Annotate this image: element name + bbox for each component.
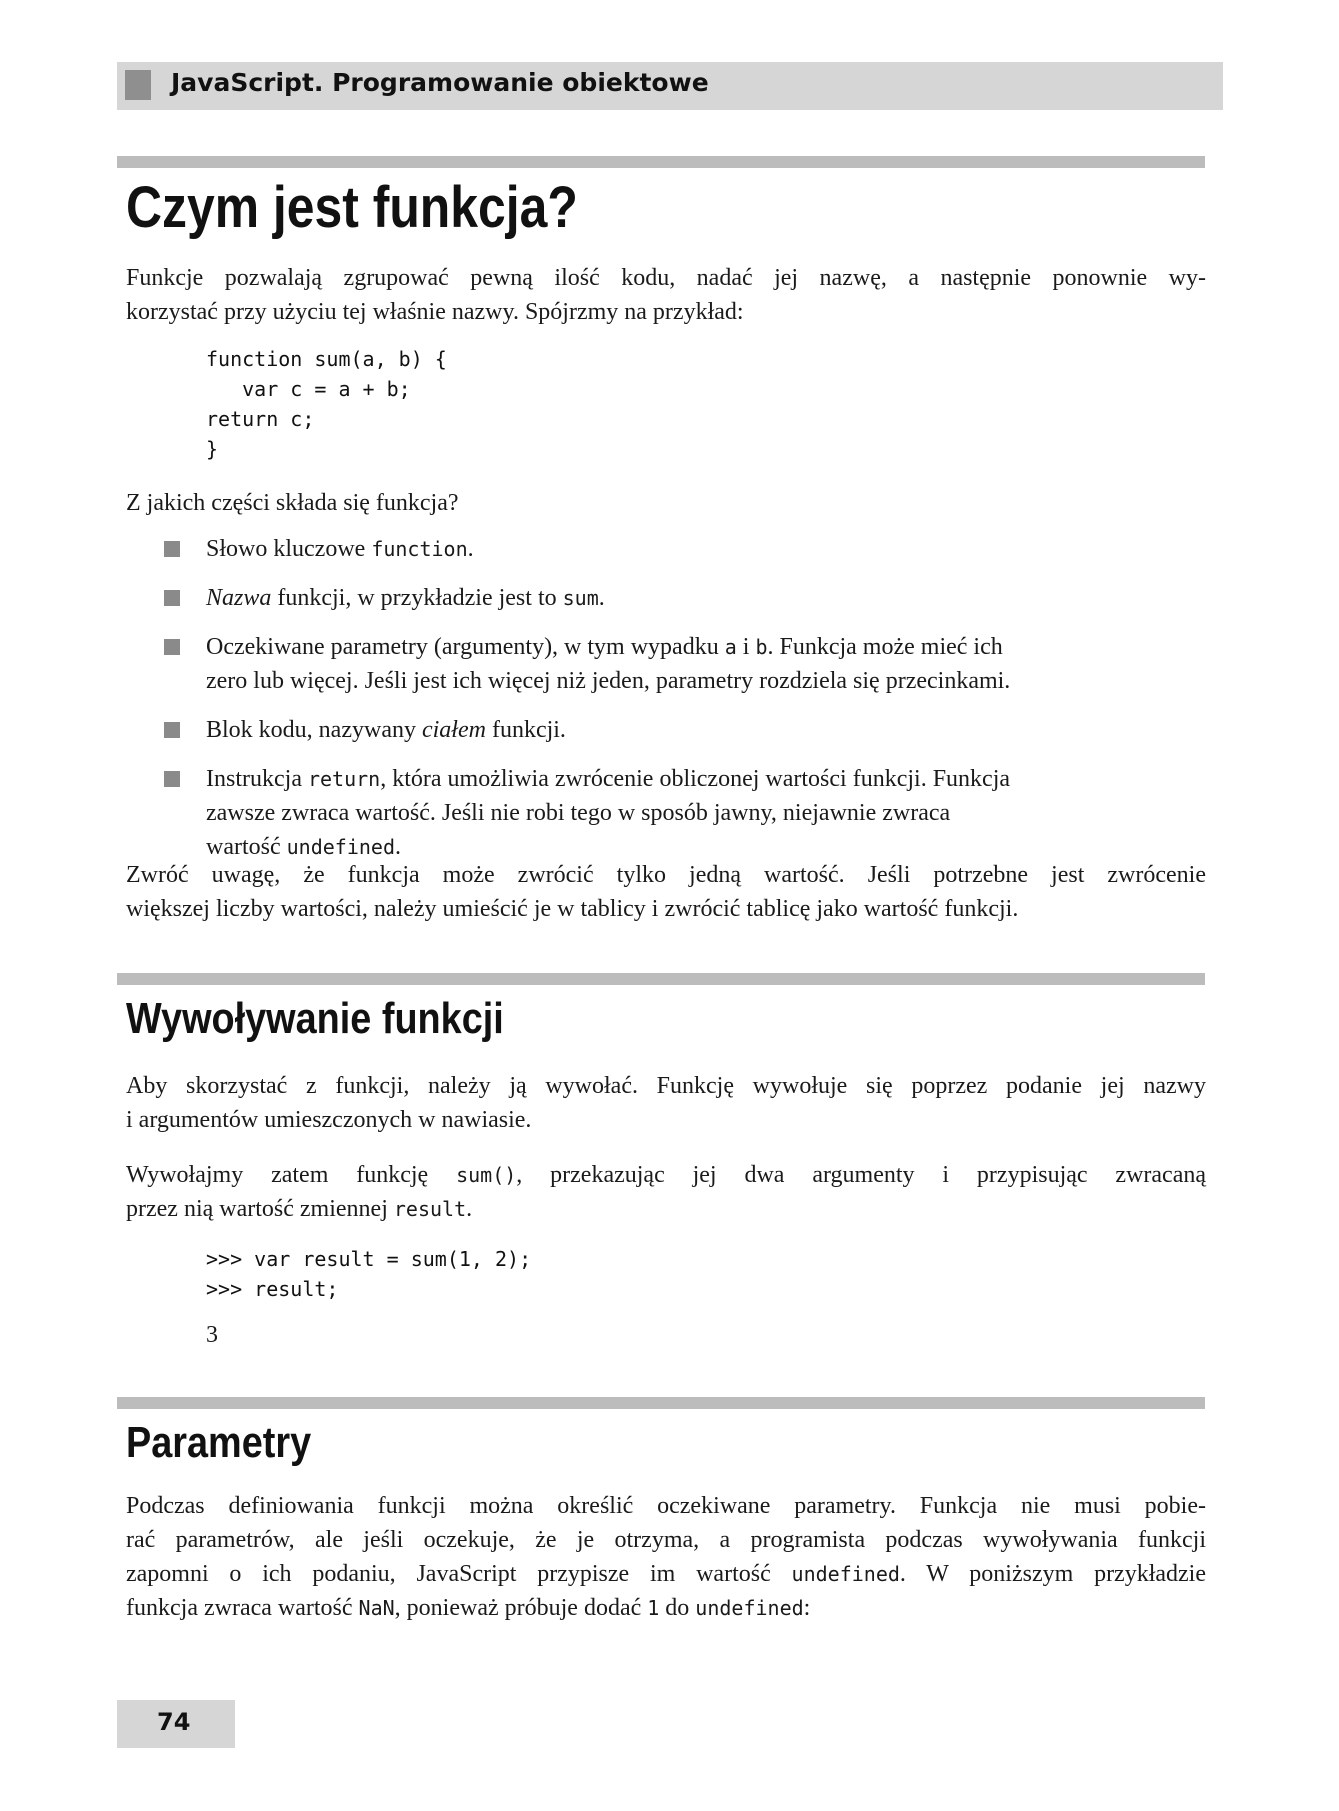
text-run: .	[466, 1196, 473, 1222]
text-run: . W poniższym przykładzie	[899, 1561, 1207, 1587]
text-run: , przekazując jej dwa argumenty i przypisując zwracaną	[516, 1162, 1207, 1188]
bullet-icon	[164, 639, 180, 655]
inline-code: function	[371, 537, 468, 561]
item-text: .	[467, 536, 474, 562]
item-text: Instrukcja	[206, 766, 308, 792]
inline-code: result	[393, 1197, 467, 1221]
text-run: przez nią wartość zmiennej	[126, 1196, 394, 1222]
paragraph	[126, 858, 1206, 926]
text-run: Wywołajmy zatem funkcję	[126, 1162, 457, 1188]
list-item	[164, 581, 1214, 615]
text-line: Podczas definiowania funkcji można określić oczekiwane parametry. Funkcja nie musi pobie-	[126, 1493, 1206, 1519]
text-run: :	[803, 1595, 811, 1621]
bullet-icon	[164, 541, 180, 557]
section-rule	[117, 156, 1205, 168]
item-text: .	[598, 585, 605, 611]
item-text: Słowo kluczowe	[206, 536, 372, 562]
bullet-icon	[164, 771, 180, 787]
list-item	[164, 713, 1214, 747]
item-text: zero lub więcej. Jeśli jest ich więcej niż jeden, parametry rozdziela się przecinkami.	[206, 668, 1011, 694]
paragraph	[126, 486, 1206, 520]
text-line: korzystać przy użyciu tej właśnie nazwy. Spójrzmy na przykład:	[126, 299, 744, 325]
running-head-title: JavaScript. Programowanie obiektowe	[171, 68, 709, 97]
text-line: rać parametrów, ale jeśli oczekuje, że je otrzyma, a programista podczas wywoływania funkcji	[126, 1527, 1206, 1553]
text-line: Aby skorzystać z funkcji, należy ją wywołać. Funkcję wywołuje się poprzez podanie jej nazwy	[126, 1073, 1206, 1099]
item-text: i	[736, 634, 756, 660]
paragraph	[126, 261, 1206, 329]
section-rule	[117, 973, 1205, 985]
inline-code: 1	[647, 1596, 660, 1620]
section-rule	[117, 1397, 1205, 1409]
list-item	[164, 762, 1214, 864]
text-run: zapomni o ich podaniu, JavaScript przypisze im wartość	[126, 1561, 792, 1587]
item-text: , która umożliwia zwrócenie obliczonej wartości funkcji. Funkcja	[380, 766, 1011, 792]
text-run: do	[659, 1595, 696, 1621]
text-line	[126, 1591, 1206, 1625]
item-text: . Funkcja może mieć ich	[767, 634, 1003, 660]
inline-code: sum()	[456, 1163, 517, 1187]
item-emphasis: Nazwa	[206, 585, 272, 611]
item-text: Blok kodu, nazywany	[206, 717, 422, 743]
text-line: Funkcje pozwalają zgrupować pewną ilość kodu, nadać jej nazwę, a następnie ponownie wy-	[126, 265, 1206, 291]
code-block: function sum(a, b) { var c = a + b; return c; }	[206, 347, 447, 461]
item-text: zawsze zwraca wartość. Jeśli nie robi tego w sposób jawny, niejawnie zwraca	[206, 800, 951, 826]
text-line	[126, 1557, 1206, 1591]
paragraph	[126, 1069, 1206, 1137]
code-block: >>> var result = sum(1, 2); >>> result;	[206, 1247, 532, 1301]
inline-code: NaN	[358, 1596, 395, 1620]
page-number-box	[117, 1700, 235, 1748]
bullet-icon	[164, 590, 180, 606]
item-text: funkcji.	[485, 717, 566, 743]
inline-code: undefined	[286, 835, 396, 859]
paragraph	[126, 1158, 1206, 1226]
list-item	[164, 532, 1214, 566]
list-item	[164, 630, 1214, 698]
inline-code: b	[755, 635, 768, 659]
page-number: 74	[157, 1708, 191, 1736]
text-line: Zwróć uwagę, że funkcja może zwrócić tylko jedną wartość. Jeśli potrzebne jest zwrócenie	[126, 862, 1206, 888]
item-text: .	[395, 834, 402, 860]
text-run: , ponieważ próbuje dodać	[394, 1595, 648, 1621]
text-line: większej liczby wartości, należy umieścić je w tablicy i zwrócić tablicę jako wartość funkcji.	[126, 896, 1019, 922]
result-value: 3	[206, 1322, 218, 1348]
text-line	[126, 1192, 1206, 1226]
running-head	[117, 62, 1223, 110]
item-emphasis: ciałem	[421, 717, 486, 743]
text-run: funkcja zwraca wartość	[126, 1595, 359, 1621]
bullet-icon	[164, 722, 180, 738]
item-text: wartość	[206, 834, 287, 860]
text-line: Z jakich części składa się funkcja?	[126, 490, 459, 516]
section-title: Wywoływanie funkcji	[126, 994, 504, 1043]
running-head-marker	[125, 70, 151, 100]
section-title: Parametry	[126, 1418, 312, 1467]
bullet-list	[164, 532, 1214, 879]
inline-code: undefined	[791, 1562, 900, 1586]
item-text: funkcji, w przykładzie jest to	[271, 585, 563, 611]
paragraph	[126, 1489, 1206, 1625]
inline-code: undefined	[695, 1596, 804, 1620]
inline-code: sum	[562, 586, 599, 610]
section-title: Czym jest funkcja?	[126, 175, 578, 240]
inline-code: return	[307, 767, 381, 791]
item-text: Oczekiwane parametry (argumenty), w tym wypadku	[206, 634, 725, 660]
text-line: i argumentów umieszczonych w nawiasie.	[126, 1107, 532, 1133]
text-line	[126, 1158, 1206, 1192]
inline-code: a	[724, 635, 737, 659]
